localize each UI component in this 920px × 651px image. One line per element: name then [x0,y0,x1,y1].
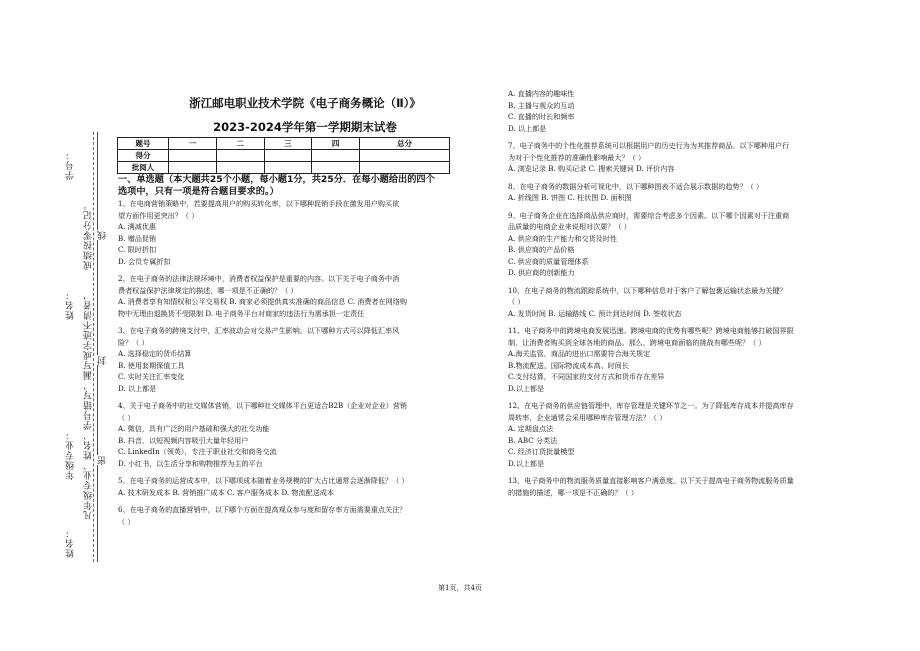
score-table-row [118,162,450,174]
binding-feng-label: 封 [98,355,108,365]
question-block [508,88,838,134]
question-option[interactable]: C.支付结算，不同国家的支付方式和货币存在差异 [508,372,665,381]
question-option[interactable]: D.以上都是 [508,458,545,468]
question-option[interactable]: A. 技术研发成本 B. 营销推广成本 C. 客户服务成本 D. 物流配送成本 [118,487,334,497]
binding-student-id-label: 学号： [66,150,76,180]
question-stem-line: 3、在电子商务的跨境支付中，汇率波动会对交易产生影响。以下哪种方式可以降低汇率风 [118,326,400,335]
question-option[interactable]: A. 浏览记录 B. 购买记录 C. 搜索关键词 D. 评价内容 [508,164,675,173]
question-option[interactable]: D. 供应商的创新能力 [508,268,575,277]
score-cell[interactable] [216,150,264,162]
question-stem-line: 13、电子商务中的物流服务质量直接影响客户满意度。以下关于提高电子商务物流服务质量 [508,476,794,485]
score-header-cell: 总分 [360,138,450,150]
binding-major-label: 年级专业： [66,430,76,480]
question-block [118,325,498,394]
score-header-cell: 一 [169,138,217,150]
binding-name-label: 姓名： [66,290,76,320]
exam-title: 浙江邮电职业技术学院《电子商务概论（Ⅱ）》 [189,96,421,110]
score-cell[interactable] [216,162,264,174]
question-option[interactable]: A. 折线图 B. 饼图 C. 柱状图 D. 面积图 [508,193,632,202]
question-option[interactable]: C. 供应商的质量管理体系 [508,256,589,266]
score-row-label: 得分 [118,150,169,162]
score-cell[interactable] [312,162,360,174]
question-option[interactable]: A. 选择稳定的货币结算 [118,349,192,358]
exam-subtitle: 2023-2024学年第一学期期末试卷 [213,120,397,134]
question-stem-line: （ ） [118,516,135,526]
question-option[interactable]: B. ABC 分类法 [508,435,558,445]
question-stem-line: 7、电子商务中的个性化推荐系统可以根据用户的历史行为为其推荐商品。以下哪种用户行 [508,141,790,150]
score-cell[interactable] [264,150,312,162]
question-option[interactable]: D. 会员专属折扣 [118,256,171,266]
question-option[interactable]: A. 直播内容的趣味性 [508,89,575,98]
score-header-cell: 题号 [118,138,169,150]
question-option[interactable]: D. 以上都是 [508,123,547,133]
binding-score-note: 成绩按零分记。 [84,200,94,270]
question-block [508,325,838,394]
question-stem-line: 1、在电商营销策略中，若要提高用户的购买转化率，以下哪种促销手段在激发用户购买欲 [118,199,400,208]
question-stem-line: 10、在电子商务的物流跟踪系统中，以下哪种信息对于客户了解包裹运输状态最为关键？ [508,285,787,295]
question-option[interactable]: C. 实时关注汇率变化 [118,372,185,381]
question-block [118,400,498,469]
question-block [118,273,498,319]
question-option[interactable]: B. 使用套期保值工具 [118,360,185,370]
question-stem-line: （ ） [508,297,525,306]
question-stem-line: 6、在电子商务的直播营销中，以下哪个方面在提高观众参与度和留存率方面需要重点关注？ [118,505,407,514]
question-option[interactable]: B. 抖音，以短视频内容吸引大量年轻用户 [118,435,249,445]
question-stem-line: 5、在电子商务的运营成本中，以下哪项成本随着业务规模的扩大占比通常会逐渐降低？（ ） [118,476,409,485]
question-block [508,140,838,175]
score-table-row [118,150,450,162]
question-option[interactable]: B. 主播与观众的互动 [508,100,575,110]
question-block [118,475,498,498]
score-header-cell: 三 [264,138,312,150]
question-option[interactable]: B.物流配送，国际物流成本高、时间长 [508,360,629,370]
question-stem-line: 费者权益保护法律规定的描述，哪一项是不正确的？（ ） [118,285,298,295]
section-heading-line: 选项中，只有一项是符合题目要求的。） [118,186,279,197]
question-stem-line: 11、电子商务中的跨境电商发展迅速。跨境电商的优势有哪些呢？跨境电商能够打破国界限 [508,326,794,335]
question-stem-line: 为对于个性化推荐的准确性影响最大？（ ） [508,152,646,162]
question-block [508,475,838,498]
question-option[interactable]: A. 发货时间 B. 运输路线 C. 预计到达时间 D. 签收状态 [508,308,682,318]
question-block [508,285,838,320]
question-stem-line: 9、电子商务企业在选择商品供应商时，需要综合考虑多个因素。以下哪个因素对于注重商 [508,210,790,220]
question-stem-line: 望方面作用更突出？（ ） [118,210,199,220]
score-table-header-row [118,138,450,150]
question-option[interactable]: C. 限时折扣 [118,245,157,254]
question-stem-line: 制，让消费者购买到全球各地的商品。那么，跨境电商面临的挑战有哪些呢？（ ） [508,337,766,347]
section-heading-line: 一、单选题（本大题共25个小题，每小题1分，共25分．在每小题给出的四个 [118,174,435,185]
question-option[interactable]: B. 供应商的产品价格 [508,245,575,254]
question-option[interactable]: C. LinkedIn（领英），专注于职业社交和商务交流 [118,447,277,456]
right-question-column [508,88,838,498]
question-stem-line: 品质量的电商企业来说相对次要？（ ） [508,222,631,231]
question-option[interactable]: A. 微信，具有广泛的用户基础和强大的社交功能 [118,424,270,433]
page-footer: 第1页，共4页 [438,584,482,592]
question-stem-line: 12、在电子商务的供应链管理中，库存管理是关键环节之一。为了降低库存成本并提高库存 [508,401,794,410]
question-block [118,198,498,267]
question-stem-line: 8、在电子商务的数据分析可视化中，以下哪种图表不适合展示数据的趋势？（ ） [508,181,764,191]
question-option[interactable]: D. 以上都是 [118,383,157,393]
question-option[interactable]: A. 消费者享有知情权和公平交易权 B. 商家必须提供真实准确的商品信息 C. 消费者在网络购 [118,297,407,306]
score-cell[interactable] [169,162,217,174]
question-block [508,181,838,204]
score-header-cell: 四 [312,138,360,150]
binding-xian-label: 线 [98,230,108,240]
question-option[interactable]: D. 小红书，以生活分享和购物推荐为主的平台 [118,458,263,468]
question-option[interactable]: A. 满减优惠 [118,222,157,231]
section-heading [118,174,498,198]
score-row-label: 批阅人 [118,162,169,174]
score-table [117,137,450,174]
score-cell[interactable] [169,150,217,162]
question-option[interactable]: C. 经济订货批量模型 [508,447,575,456]
question-option[interactable]: A.海关监管，商品的进出口需要符合海关规定 [508,349,651,358]
question-option[interactable]: D.以上都是 [508,383,545,393]
question-option[interactable]: A. 供应商的生产能力和交货及时性 [508,233,617,243]
score-cell[interactable] [360,162,450,174]
binding-warning-text: 凡年级专业、姓名、学号错写、漏写或字迹不清者， [84,290,94,520]
question-option[interactable]: B. 赠品促销 [118,233,157,243]
question-stem-line: （ ） [118,412,135,422]
score-header-cell: 二 [216,138,264,150]
score-cell[interactable] [312,150,360,162]
question-stem-line: 险？（ ） [118,337,149,347]
question-block [508,400,838,469]
question-option[interactable]: C. 直播的时长和频率 [508,112,575,121]
binding-line [97,132,98,562]
score-cell[interactable] [264,162,312,174]
question-stem-line: 4、关于电子商务中的社交媒体营销，以下哪种社交媒体平台更适合B2B（企业对企业）营销 [118,401,408,410]
question-block [118,504,498,527]
question-stem-line: 周转率，企业通常会采用哪种库存管理方法？（ ） [508,412,667,422]
question-stem-line: 2、在电子商务的法律法规环境中，消费者权益保护是重要的内容。以下关于电子商务中消 [118,274,400,283]
question-stem-line: 的措施的描述，哪一项是不正确的？（ ） [508,487,638,497]
score-cell[interactable] [360,150,450,162]
question-option[interactable]: A. 定期盘点法 [508,424,554,433]
question-block [508,210,838,279]
binding-mi-label: 密 [98,455,108,465]
left-question-column [118,198,498,527]
binding-name2-label: 姓名： [66,528,76,558]
question-option[interactable]: 物中无理由退换货不受限制 D. 电子商务平台对商家的违法行为需承担一定责任 [118,308,365,318]
